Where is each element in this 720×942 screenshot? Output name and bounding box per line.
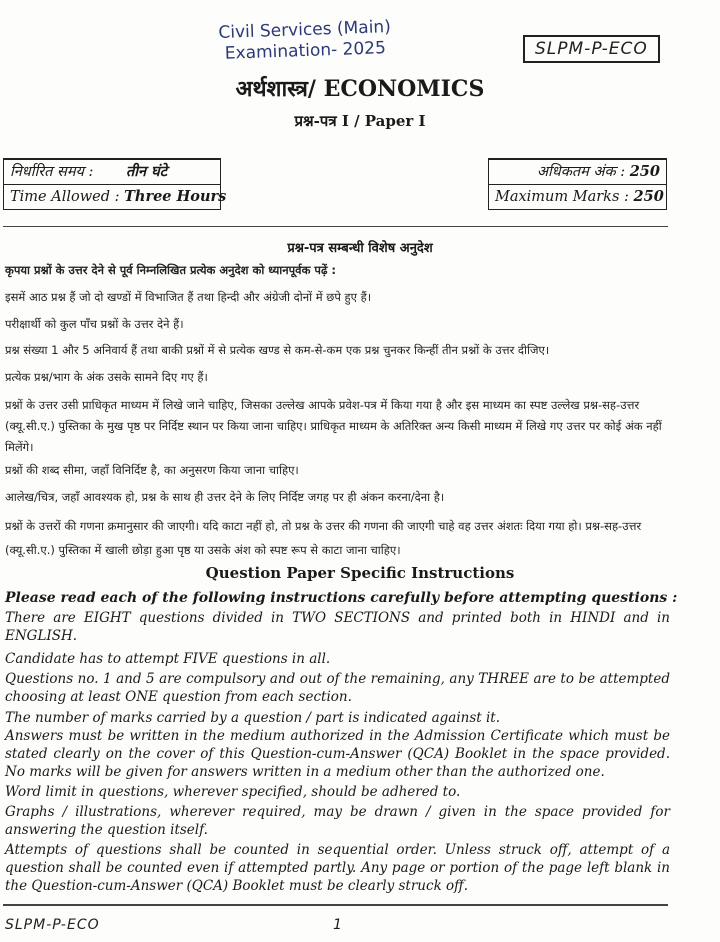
time-hindi-row — [4, 160, 220, 184]
hindi-instructions-intro: कृपया प्रश्नों के उत्तर देने से पूर्व निम्नलिखित प्रत्येक अनुदेश को ध्यानपूर्वक पढ़ें : — [5, 263, 337, 277]
english-instruction-3: Questions no. 1 and 5 are compulsory and out of the remaining, any THREE are to be attempted choosing at least ONE question from each section. — [5, 671, 670, 705]
footer-paper-code: SLPM-P-ECO — [5, 917, 100, 933]
time-hindi-label: निर्धारित समय : — [10, 164, 94, 180]
maximum-marks-box — [488, 158, 667, 210]
hindi-instruction-5: प्रश्नों के उत्तर उसी प्राधिकृत माध्यम में लिखे जाने चाहिए, जिसका उल्लेख आपके प्रवेश-पत्र में किया गया है और इस माध्यम का स्पष्ट उल्लेख प्रश्न-सह-उत्तर (क्यू.सी.ए.) पुस्तिका के मुख पृष्ठ पर निर्दिष्ट स्थान पर किया जाना चाहिए। प्राधिकृत माध्यम के अतिरिक्त अन्य किसी माध्यम में लिखे गए उत्तर पर कोई अंक नहीं मिलेंगे। — [5, 398, 662, 454]
hindi-instruction-4: प्रत्येक प्रश्न/भाग के अंक उसके सामने दिए गए हैं। — [5, 370, 208, 384]
english-instruction-6: Word limit in questions, wherever specified, should be adhered to. — [5, 784, 461, 800]
time-allowed-box — [3, 158, 227, 210]
stamp-line-2: Examination- 2025 — [224, 38, 387, 64]
paper-title: प्रश्न-पत्र I / Paper I — [294, 112, 426, 130]
page-number: 1 — [333, 917, 342, 933]
time-english-value: Three Hours — [124, 188, 227, 205]
header-divider — [3, 226, 668, 227]
stamp-line-1: Civil Services (Main) — [218, 17, 392, 44]
hindi-instruction-3: प्रश्न संख्या 1 और 5 अनिवार्य हैं तथा बाकी प्रश्नों में से प्रत्येक खण्ड से कम-से-कम एक प्रश्न चुनकर किन्हीं तीन प्रश्नों के उत्तर दीजिए। — [5, 343, 550, 357]
marks-hindi-row — [489, 160, 666, 184]
time-english-row — [4, 184, 227, 209]
marks-english-row — [489, 184, 666, 209]
english-instructions-intro: Please read each of the following instructions carefully before attempting questions : — [5, 590, 678, 606]
hindi-instruction-7: आलेख/चित्र, जहाँ आवश्यक हो, प्रश्न के साथ ही उत्तर देने के लिए निर्दिष्ट जगह पर ही अंकन करना/देना है। — [5, 490, 445, 504]
hindi-instructions-heading: प्रश्न-पत्र सम्बन्धी विशेष अनुदेश — [287, 241, 433, 256]
english-instruction-4: The number of marks carried by a question / part is indicated against it. — [5, 710, 501, 726]
hindi-instruction-8: प्रश्नों के उत्तरों की गणना क्रमानुसार की जाएगी। यदि काटा नहीं हो, तो प्रश्न के उत्तर की गणना की जाएगी चाहे वह उत्तर अंशतः दिया गया हो। प्रश्न-सह-उत्तर (क्यू.सी.ए.) पुस्तिका में खाली छोड़ा हुआ पृष्ठ या उसके अंश को स्पष्ट रूप से काटा जाना चाहिए। — [5, 519, 642, 557]
marks-hindi-label: अधिकतम अंक : — [536, 164, 626, 180]
marks-english-label: Maximum Marks : — [495, 189, 629, 205]
english-instruction-8: Attempts of questions shall be counted in sequential order. Unless struck off, attempt of a question shall be counted even if attempted partly. Any page or portion of the page left blank in the Question-cum-Answer (QCA) Booklet must be clearly struck off. — [5, 842, 670, 894]
time-english-label: Time Allowed : — [10, 189, 120, 205]
footer-divider — [3, 904, 668, 906]
english-instruction-2: Candidate has to attempt FIVE questions in all. — [5, 651, 331, 667]
subject-title: अर्थशास्त्र/ ECONOMICS — [235, 76, 485, 102]
hindi-instruction-1: इसमें आठ प्रश्न हैं जो दो खण्डों में विभाजित हैं तथा हिन्दी और अंग्रेजी दोनों में छपे हुए हैं। — [5, 290, 372, 304]
marks-hindi-value: 250 — [629, 163, 660, 180]
hindi-instruction-2: परीक्षार्थी को कुल पाँच प्रश्नों के उत्तर देने हैं। — [5, 317, 184, 331]
marks-english-value: 250 — [633, 188, 664, 205]
english-instruction-5: Answers must be written in the medium authorized in the Admission Certificate which must be stated clearly on the cover of this Question-cum-Answer (QCA) Booklet in the space provided. No marks will be given for answers written in a medium other than the authorized one. — [5, 728, 670, 780]
paper-code-box: SLPM-P-ECO — [523, 35, 660, 63]
english-instruction-7: Graphs / illustrations, wherever required, may be drawn / given in the space provided for answering the question itself. — [5, 804, 670, 838]
time-hindi-value: तीन घंटे — [126, 163, 168, 180]
english-instructions-heading: Question Paper Specific Instructions — [205, 564, 515, 582]
english-instruction-1: There are EIGHT questions divided in TWO SECTIONS and printed both in HINDI and in ENGLISH. — [5, 610, 670, 644]
exam-stamp — [214, 17, 395, 65]
hindi-instruction-6: प्रश्नों की शब्द सीमा, जहाँ विनिर्दिष्ट है, का अनुसरण किया जाना चाहिए। — [5, 463, 299, 477]
